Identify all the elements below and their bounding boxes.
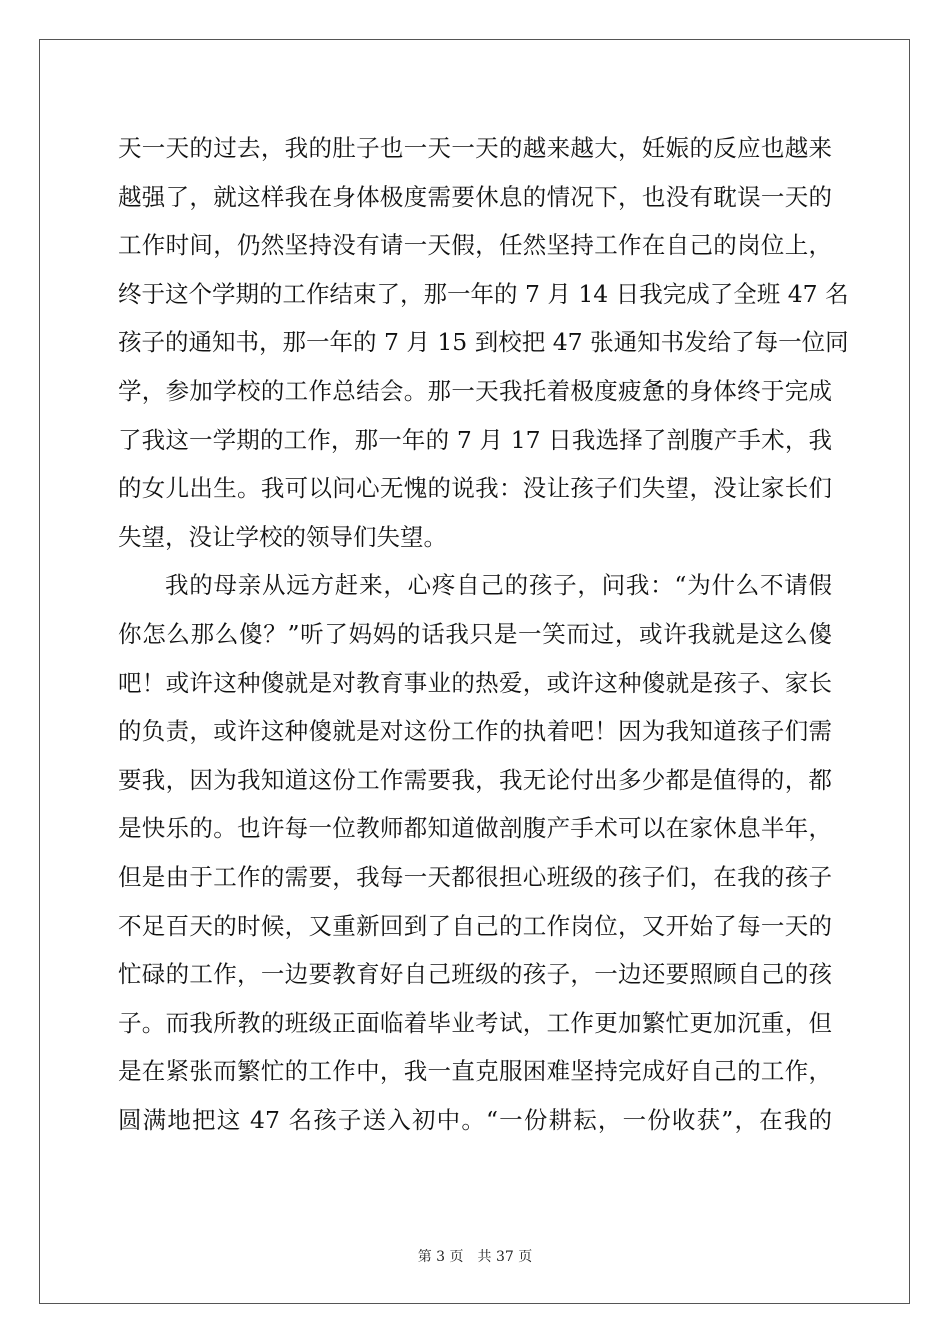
text-line: 的负责，或许这种傻就是对这份工作的执着吧！因为我知道孩子们需 [118, 717, 832, 746]
text-line: 天一天的过去，我的肚子也一天一天的越来越大，妊娠的反应也越来 [118, 134, 832, 162]
text-line: 圆满地把这 47 名孩子送入初中。“一份耕耘，一份收获”，在我的 [118, 1105, 832, 1134]
text-line: 工作时间，仍然坚持没有请一天假，任然坚持工作在自己的岗位上， [118, 231, 832, 260]
text-line: 了我这一学期的工作，那一年的 7 月 17 日我选择了剖腹产手术，我 [118, 425, 832, 454]
page-footer [0, 1246, 950, 1266]
text-line: 你怎么那么傻？”听了妈妈的话我只是一笑而过，或许我就是这么傻 [118, 619, 832, 648]
page-number: 第 3 页 [417, 1249, 464, 1265]
text-line: 终于这个学期的工作结束了，那一年的 7 月 14 日我完成了全班 47 名 [118, 279, 849, 308]
text-line: 孩子的通知书，那一年的 7 月 15 到校把 47 张通知书发给了每一位同 [118, 328, 849, 357]
text-line: 但是由于工作的需要，我每一天都很担心班级的孩子们，在我的孩子 [118, 862, 832, 891]
text-line: 吧！或许这种傻就是对教育事业的热爱，或许这种傻就是孩子、家长 [118, 668, 832, 697]
text-line: 的女儿出生。我可以问心无愧的说我：没让孩子们失望，没让家长们 [118, 474, 832, 503]
text-line: 要我，因为我知道这份工作需要我，我无论付出多少都是值得的，都 [118, 765, 832, 794]
text-line: 越强了，就这样我在身体极度需要休息的情况下，也没有耽误一天的 [118, 182, 832, 211]
text-line: 不足百天的时候，又重新回到了自己的工作岗位，又开始了每一天的 [118, 911, 832, 940]
text-line: 子。而我所教的班级正面临着毕业考试，工作更加繁忙更加沉重，但 [118, 1008, 832, 1037]
page-total: 共 37 页 [477, 1249, 533, 1265]
text-line: 忙碌的工作，一边要教育好自己班级的孩子，一边还要照顾自己的孩 [118, 960, 832, 989]
document-body [118, 124, 849, 1144]
text-line: 是快乐的。也许每一位教师都知道做剖腹产手术可以在家休息半年， [118, 814, 832, 843]
paragraph-end-line: 失望，没让学校的领导们失望。 [118, 522, 447, 551]
text-line: 学，参加学校的工作总结会。那一天我托着极度疲惫的身体终于完成 [118, 376, 832, 405]
paragraph-start-line: 我的母亲从远方赶来，心疼自己的孩子，问我：“为什么不请假 [165, 571, 832, 600]
text-line: 是在紧张而繁忙的工作中，我一直克服困难坚持完成好自己的工作， [118, 1057, 832, 1086]
